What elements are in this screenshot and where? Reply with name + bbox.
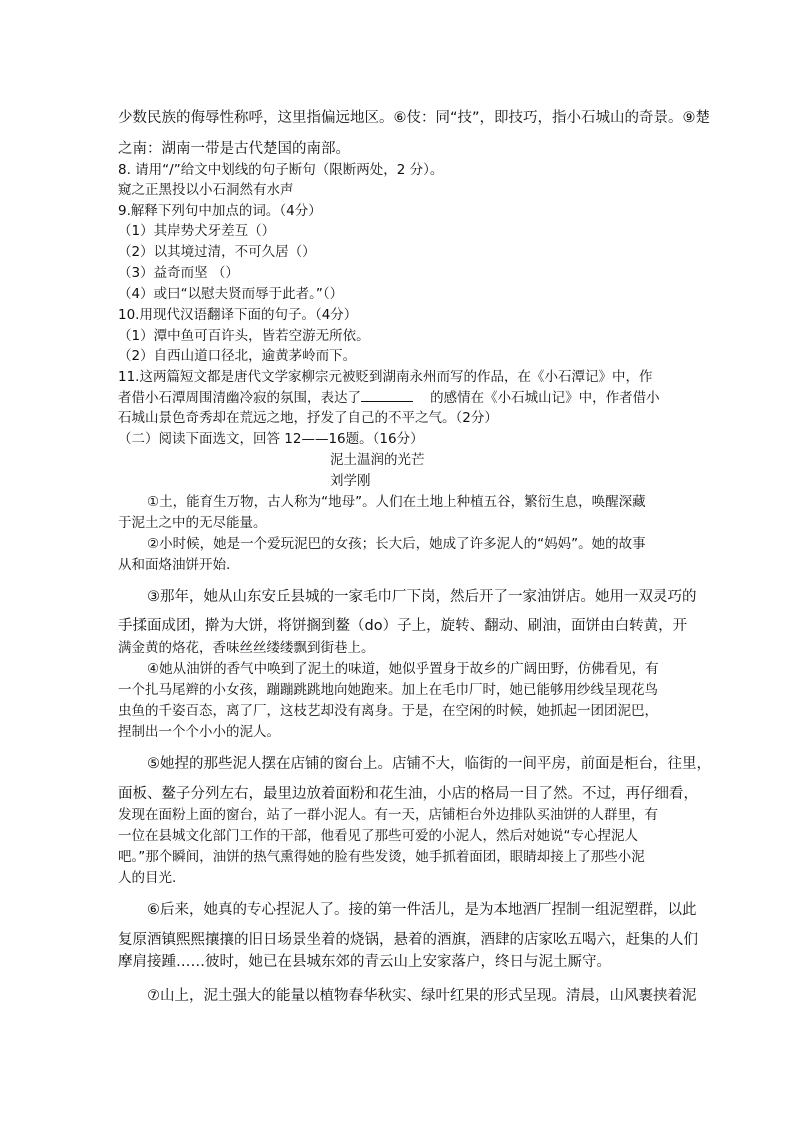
paragraph-line: 一个扎马尾辫的小女孩，蹦蹦跳跳地向她跑来。加上在毛巾厂时，她已能够用纱线呈现花鸟 (118, 682, 658, 698)
paragraph-line: 从和面烙油饼开始. (118, 557, 231, 573)
article-title: 泥土温润的光芒 (330, 452, 425, 468)
text-line: 少数民族的侮辱性称呼，这里指偏远地区。⑥伎：同“技”，即技巧，指小石城山的奇景。⑨楚 (118, 110, 711, 126)
paragraph-line: 于泥土之中的无尽能量。 (118, 515, 267, 531)
text-line: 窥之正黑投以小石洞然有水声 (118, 182, 294, 198)
text-line (118, 389, 660, 408)
paragraph-line: ④她从油饼的香气中唤到了泥土的味道，她似乎置身于故乡的广阔田野，仿佛看见，有 (147, 661, 659, 677)
question-9: 9.解释下列句中加点的词。（4分） (118, 203, 322, 219)
text-line: （1）潭中鱼可百许头，皆若空游无所依。 (118, 328, 370, 344)
text-line: （3）益奇而坚 （） (118, 265, 239, 281)
answer-blank[interactable] (361, 389, 413, 402)
question-10: 10.用现代汉语翻译下面的句子。（4分） (118, 307, 358, 323)
paragraph-line: 面板、鳌子分列左右，最里边放着面粉和花生油，小店的格局一目了然。不过，再仔细看， (118, 786, 698, 802)
paragraph-line: 吧。”那个瞬间，油饼的热气熏得她的脸有些发烫，她手抓着面团，眼睛却接上了那些小泥 (118, 849, 645, 865)
text-line: （1）其岸势犬牙差互（） (118, 223, 276, 239)
paragraph-line: 满金黄的烙花，香味丝丝缕缕飘到街巷上。 (118, 640, 375, 656)
paragraph-line: 捏制出一个个小小的泥人。 (118, 724, 280, 740)
text-line: 之南：湖南一带是古代楚国的南部。 (118, 141, 350, 157)
paragraph-line: ①土，能育生万物，古人称为“地母”。人们在土地上种植五谷，繁衍生息，唤醒深藏 (147, 494, 646, 510)
paragraph-line: ⑥后来，她真的专心捏泥人了。接的第一件活儿，是为本地酒厂捏制一组泥塑群，以此 (147, 902, 697, 918)
text-span: 的感情在《小石城山记》中，作者借小 (430, 390, 660, 406)
question-11: 11.这两篇短文都是唐代文学家柳宗元被贬到湖南永州而写的作品，在《小石潭记》中，作 (118, 369, 653, 385)
paragraph-line: 人的目光. (118, 870, 177, 886)
article-author: 刘学刚 (330, 473, 371, 489)
text-line: （4）或曰“以慰夫贤而辱于此者。”（） (118, 286, 344, 302)
paragraph-line: ③那年，她从山东安丘县城的一家毛巾厂下岗，然后开了一家油饼店。她用一双灵巧的 (147, 589, 697, 605)
paragraph-line: 发现在面粉上面的窗台，站了一群小泥人。有一天，店铺柜台外边排队买油饼的人群里，有 (118, 807, 658, 823)
section-heading: （二）阅读下面选文，回答 12——16题。（16分） (118, 431, 424, 447)
paragraph-line: 摩肩接踵……彼时，她已在县城东郊的青云山上安家落户，终日与泥土厮守。 (118, 954, 611, 970)
text-line: （2）自西山道口径北，逾黄茅岭而下。 (118, 348, 357, 364)
question-8: 8. 请用“/”给文中划线的句子断句（限断两处，2 分）。 (118, 162, 444, 178)
text-line: 石城山景色奇秀却在荒远之地，抒发了自己的不平之气。（2分） (118, 410, 498, 426)
text-span: 者借小石潭周围清幽冷寂的氛围，表达了 (118, 390, 361, 406)
paragraph-line: 一位在县城文化部门工作的干部，他看见了那些可爱的小泥人，然后对她说“专心捏泥人 (118, 828, 638, 844)
paragraph-line: 手揉面成团，擀为大饼，将饼搁到鳌（do）子上，旋转、翻动、刷油，面饼由白转黄，开 (118, 618, 688, 634)
paragraph-line: 虫鱼的千姿百态，离了厂，这枝艺却没有离身。于是，在空闲的时候，她抓起一团团泥巴， (118, 703, 658, 719)
text-line: （2）以其境过清，不可久居（） (118, 244, 316, 260)
paragraph-line: ⑤她捏的那些泥人摆在店铺的窗台上。店铺不大，临街的一间平房，前面是柜台，往里， (147, 756, 711, 772)
paragraph-line: 复原酒镇熙熙攘攘的旧日场景坐着的烧锅，悬着的酒旗，酒肆的店家吆五喝六，赶集的人们 (118, 932, 698, 948)
paragraph-line: ⑦山上，泥土强大的能量以植物春华秋实、绿叶红果的形式呈现。清晨，山风裹挟着泥 (147, 988, 697, 1004)
paragraph-line: ②小时候，她是一个爱玩泥巴的女孩；长大后，她成了许多泥人的“妈妈”。她的故事 (147, 536, 646, 552)
